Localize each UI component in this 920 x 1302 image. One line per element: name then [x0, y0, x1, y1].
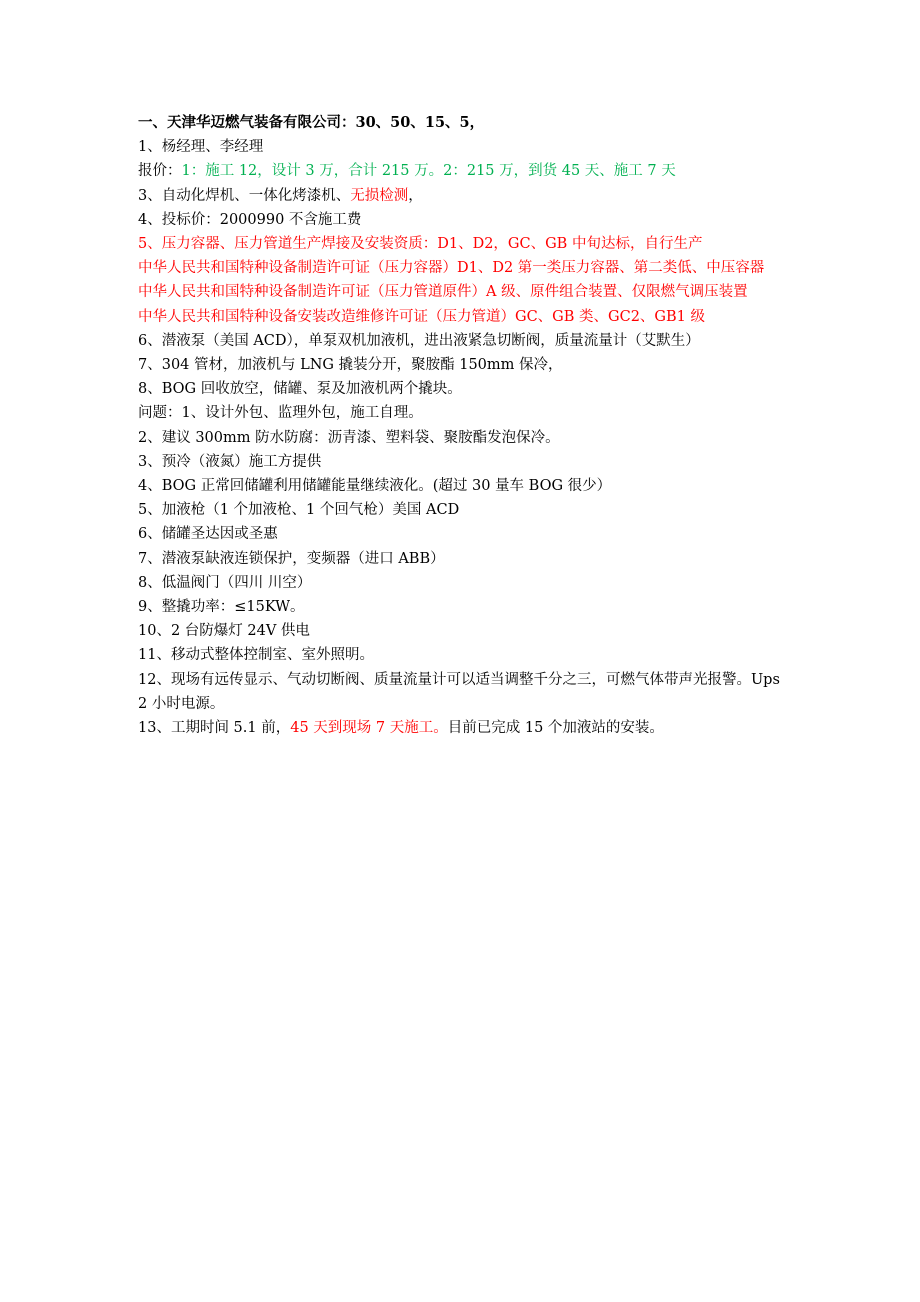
quote-label: 报价： — [138, 163, 182, 180]
line-bog: 8、BOG 回收放空，储罐、泵及加液机两个撬块。 — [138, 381, 462, 398]
line-license-install: 中华人民共和国特种设备安装改造维修许可证（压力管道）GC、GB 类、GC2、GB1 级 — [138, 308, 705, 325]
line-license-vessel: 中华人民共和国特种设备制造许可证（压力容器）D1、D2 第一类压力容器、第二类低、中压容器 — [138, 260, 765, 277]
line-qualification: 5、压力容器、压力管道生产焊接及安装资质：D1、D2，GC、GB 中旬达标，自行生产 — [138, 236, 703, 253]
line-bid-price: 4、投标价：2000990 不含施工费 — [138, 211, 362, 228]
line-question-8: 8、低温阀门（四川 川空） — [138, 574, 312, 591]
schedule-status: 目前已完成 15 个加液站的安装。 — [447, 720, 664, 737]
line-question-11: 11、移动式整体控制室、室外照明。 — [138, 647, 374, 664]
line-pump: 6、潜液泵（美国 ACD），单泵双机加液机，进出液紧急切断阀，质量流量计（艾默生） — [138, 332, 700, 349]
line-license-pipe-parts: 中华人民共和国特种设备制造许可证（压力管道原件）A 级、原件组合装置、仅限燃气调压装置 — [138, 284, 748, 301]
line-question-13 — [138, 716, 788, 740]
line-question-9: 9、整撬功率：≤15KW。 — [138, 599, 305, 616]
line-equipment — [138, 184, 788, 208]
line-question-6: 6、储罐圣达因或圣惠 — [138, 526, 278, 543]
equipment-text: 3、自动化焊机、一体化烤漆机、 — [138, 187, 351, 204]
line-question-1: 问题：1、设计外包、监理外包，施工自理。 — [138, 405, 423, 422]
line-question-3: 3、预冷（液氮）施工方提供 — [138, 453, 322, 470]
schedule-highlight: 45 天到现场 7 天施工。 — [290, 720, 448, 737]
quote-detail: 1：施工 12，设计 3 万，合计 215 万。2：215 万，到货 45 天、施工 7 天 — [181, 163, 676, 180]
schedule-text: 13、工期时间 5.1 前， — [138, 720, 291, 737]
line-contacts: 1、杨经理、李经理 — [138, 139, 264, 156]
line-question-4: 4、BOG 正常回储罐利用储罐能量继续液化。(超过 30 量车 BOG 很少） — [138, 478, 612, 495]
equipment-end: ， — [408, 187, 423, 204]
line-question-7: 7、潜液泵缺液连锁保护，变频器（进口 ABB） — [138, 550, 445, 567]
line-pipe: 7、304 管材，加液机与 LNG 撬装分开，聚胺酯 150mm 保冷， — [138, 357, 563, 374]
line-question-10: 10、2 台防爆灯 24V 供电 — [138, 623, 310, 640]
line-question-12: 12、现场有远传显示、气动切断阀、质量流量计可以适当调整千分之三，可燃气体带声光报警。Ups2 小时电源。 — [138, 671, 780, 712]
document-body — [138, 111, 788, 740]
line-question-2: 2、建议 300mm 防水防腐：沥青漆、塑料袋、聚胺酯发泡保冷。 — [138, 429, 560, 446]
equipment-ndt: 无损检测 — [350, 187, 409, 204]
document-heading: 一、天津华迈燃气装备有限公司：30、50、15、5， — [138, 114, 485, 131]
line-quote — [138, 159, 788, 183]
line-question-5: 5、加液枪（1 个加液枪、1 个回气枪）美国 ACD — [138, 502, 460, 519]
